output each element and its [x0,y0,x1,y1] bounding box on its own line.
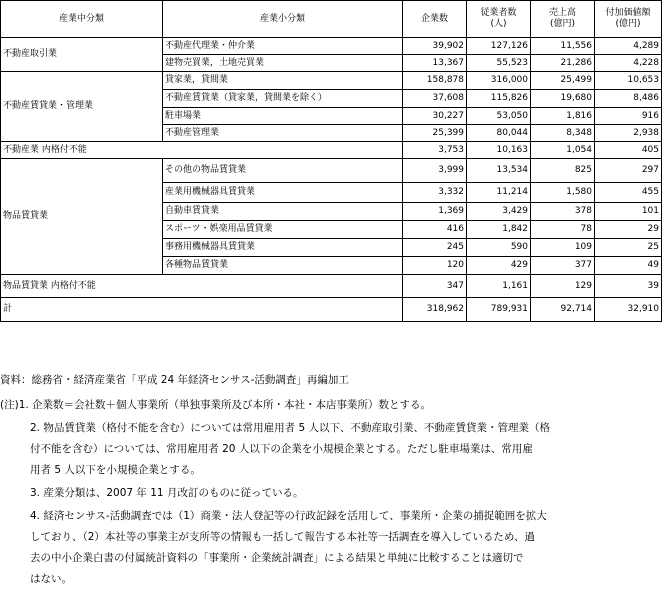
source-note: 資料：総務省・経済産業省「平成 24 年経済センサス‐活動調査」再編加工 [0,374,349,386]
row-sub-label: 事務用機械器具賃貸業 [163,239,403,257]
cell-sales: 378 [531,203,595,221]
cell-companies: 158,878 [403,72,467,90]
row-sub-label: 貸家業，貸間業 [163,72,403,90]
header-employees [467,1,531,38]
cell-employees: 115,826 [467,90,531,108]
note-4-line2: しており、（2）本社等の事業主が支所等の情報も一括して報告する本社等一括調査を導入しているため、過 [30,531,536,543]
table-row [1,38,662,55]
row-sub-label: 不動産賃貸業（貸家業，貸間業を除く） [163,90,403,108]
cell-employees: 429 [467,257,531,275]
cell-value: 8,486 [595,90,662,108]
cell-sales: 377 [531,257,595,275]
header-value-line1: 付加価値額 [605,8,651,18]
cell-sales: 21,286 [531,55,595,72]
cell-value: 101 [595,203,662,221]
cell-value: 297 [595,159,662,183]
cell-value: 4,289 [595,38,662,55]
cell-companies: 3,332 [403,183,467,203]
row-sub-label: 自動車賃貸業 [163,203,403,221]
note-2-line1: 2. 物品賃貸業（格付不能を含む）については常用雇用者 5 人以下、不動産取引業、不動産賃貸業・管理業（格 [30,422,550,434]
cell-value: 2,938 [595,125,662,142]
cell-employees: 3,429 [467,203,531,221]
cell-companies: 37,608 [403,90,467,108]
cell-companies: 1,369 [403,203,467,221]
row-sub-label: 各種物品賃貸業 [163,257,403,275]
header-sales [531,1,595,38]
cell-value: 32,910 [595,298,662,322]
cell-sales: 8,348 [531,125,595,142]
cell-companies: 25,399 [403,125,467,142]
cell-employees: 11,214 [467,183,531,203]
cell-value: 25 [595,239,662,257]
note-4-line4: はない。 [30,573,72,585]
cell-value: 39 [595,275,662,298]
cell-value: 29 [595,221,662,239]
cell-value: 49 [595,257,662,275]
note-2-line3: 用者 5 人以下を小規模企業とする。 [30,464,201,476]
cell-sales: 1,054 [531,142,595,159]
cell-value: 405 [595,142,662,159]
row-sub-label: スポーツ・娯楽用品賃貸業 [163,221,403,239]
row-sub-label: 不動産代理業・仲介業 [163,38,403,55]
total-label: 計 [1,298,403,322]
group-label-fudosan-unclassified: 不動産業 内格付不能 [1,142,403,159]
cell-sales: 25,499 [531,72,595,90]
table-row [1,159,662,183]
row-sub-label: 不動産管理業 [163,125,403,142]
cell-value: 455 [595,183,662,203]
cell-employees: 789,931 [467,298,531,322]
cell-employees: 55,523 [467,55,531,72]
note-3: 3. 産業分類は、2007 年 11 月改訂のものに従っている。 [30,487,304,499]
header-companies: 企業数 [403,1,467,38]
cell-companies: 245 [403,239,467,257]
row-sub-label: 駐車場業 [163,108,403,125]
header-mid-category: 産業中分類 [1,1,163,38]
note-4-line1: 4. 経済センサス‐活動調査では（1）商業・法人登記等の行政記録を活用して、事業所・企業の捕捉範囲を拡大 [30,510,547,522]
cell-sales: 129 [531,275,595,298]
cell-sales: 109 [531,239,595,257]
header-sales-line2: (億円) [549,19,576,29]
header-sub-category: 産業小分類 [163,1,403,38]
header-employees-line2: (人) [490,19,507,29]
cell-companies: 13,367 [403,55,467,72]
header-row [1,1,662,38]
table-row-total [1,298,662,322]
cell-sales: 92,714 [531,298,595,322]
header-employees-line1: 従業者数 [480,8,517,18]
cell-value: 4,228 [595,55,662,72]
cell-companies: 416 [403,221,467,239]
cell-employees: 53,050 [467,108,531,125]
header-value-added [595,1,662,38]
note-1: (注)1. 企業数＝会社数＋個人事業所（単独事業所及び本所・本社・本店事業所）数とする。 [0,399,432,411]
cell-employees: 316,000 [467,72,531,90]
cell-employees: 10,163 [467,142,531,159]
row-sub-label: その他の物品賃貸業 [163,159,403,183]
group-label-chintai: 不動産賃貸業・管理業 [1,72,163,142]
note-2-line2: 付不能を含む）については、常用雇用者 20 人以下の企業を小規模企業とする。ただし駐車場業は、常用雇 [30,443,533,455]
notes-section [0,373,662,586]
cell-employees: 590 [467,239,531,257]
cell-sales: 825 [531,159,595,183]
cell-sales: 1,816 [531,108,595,125]
row-sub-label: 建物売買業，土地売買業 [163,55,403,72]
cell-value: 916 [595,108,662,125]
cell-employees: 13,534 [467,159,531,183]
cell-employees: 127,126 [467,38,531,55]
cell-employees: 1,842 [467,221,531,239]
header-sales-line1: 売上高 [548,8,576,18]
cell-companies: 3,753 [403,142,467,159]
cell-sales: 11,556 [531,38,595,55]
table-row [1,142,662,159]
cell-employees: 80,044 [467,125,531,142]
table-row [1,275,662,298]
cell-companies: 318,962 [403,298,467,322]
cell-companies: 30,227 [403,108,467,125]
cell-companies: 347 [403,275,467,298]
note-4-line3: 去の中小企業白書の付属統計資料の「事業所・企業統計調査」による結果と単純に比較することは適切で [30,552,524,564]
cell-companies: 120 [403,257,467,275]
cell-companies: 39,902 [403,38,467,55]
table-row [1,72,662,90]
cell-sales: 19,680 [531,90,595,108]
group-label-buppin: 物品賃貸業 [1,159,163,275]
cell-employees: 1,161 [467,275,531,298]
cell-sales: 1,580 [531,183,595,203]
cell-value: 10,653 [595,72,662,90]
group-label-torihiki: 不動産取引業 [1,38,163,72]
header-value-line2: (億円) [615,19,641,29]
cell-companies: 3,999 [403,159,467,183]
row-sub-label: 産業用機械器具賃貸業 [163,183,403,203]
cell-sales: 78 [531,221,595,239]
group-label-buppin-unclassified: 物品賃貸業 内格付不能 [1,275,403,298]
